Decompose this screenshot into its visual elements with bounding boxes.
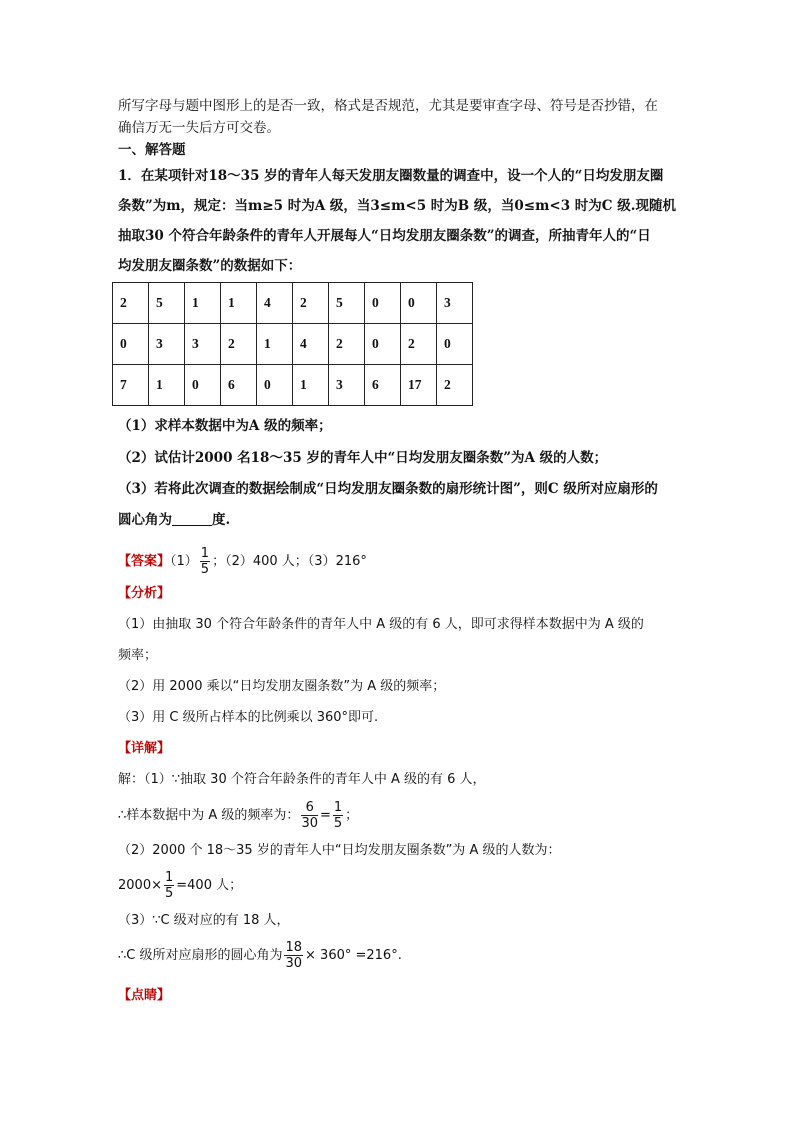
table-cell: 1 [257, 324, 293, 365]
answer-tag: 【答案】 [118, 554, 171, 569]
table-row [113, 283, 473, 324]
answer-blank [172, 511, 212, 526]
detail-line-4-suffix: =400 人； [176, 878, 243, 893]
table-cell: 17 [401, 365, 437, 406]
table-cell: 0 [401, 283, 437, 324]
comment-tag: 【点睛】 [118, 988, 171, 1003]
analysis-line-2: 频率； [118, 648, 158, 663]
table-cell: 3 [437, 283, 473, 324]
sub-question-3-prefix: 圆心角为 [118, 512, 172, 528]
section-title: 一、解答题 [118, 142, 186, 158]
sub-question-1: （1）求样本数据中为A 级的频率； [118, 418, 332, 434]
table-cell: 2 [293, 283, 329, 324]
table-cell: 0 [113, 324, 149, 365]
analysis-line-4: （3）用 C 级所占样本的比例乘以 360°即可. [118, 710, 379, 725]
table-cell: 2 [437, 365, 473, 406]
table-row [113, 365, 473, 406]
analysis-line-1: （1）由抽取 30 个符合年龄条件的青年人中 A 级的有 6 人，即可求得样本数据中为 A 级的 [118, 617, 644, 632]
table-cell: 6 [221, 365, 257, 406]
detail-fraction-6-30 [301, 800, 318, 831]
analysis-tag: 【分析】 [118, 586, 171, 601]
sub-question-2: （2）试估计2000 名18～35 岁的青年人中“日均发朋友圈条数”为A 级的人数； [118, 450, 608, 466]
table-cell: 5 [329, 283, 365, 324]
detail-fraction-denominator: 5 [164, 886, 174, 901]
table-cell: 2 [401, 324, 437, 365]
table-cell: 0 [437, 324, 473, 365]
detail-line-3: （2）2000 个 18～35 岁的青年人中“日均发朋友圈条数”为 A 级的人数为： [118, 843, 561, 858]
intro-line-1: 所写字母与题中图形上的是否一致，格式是否规范，尤其是要审查字母、符号是否抄错，在 [118, 98, 658, 114]
table-row [113, 324, 473, 365]
table-cell: 2 [329, 324, 365, 365]
table-cell: 1 [185, 283, 221, 324]
question-line-4: 均发朋友圈条数”的数据如下： [118, 258, 302, 274]
table-cell: 3 [329, 365, 365, 406]
answer-fraction [200, 546, 210, 577]
detail-fraction-numerator: 18 [285, 940, 303, 955]
detail-fraction-denominator: 5 [333, 816, 343, 831]
detail-line-5: （3）∵C 级对应的有 18 人， [118, 913, 290, 928]
table-cell: 3 [185, 324, 221, 365]
table-cell: 2 [221, 324, 257, 365]
detail-fraction-numerator: 6 [301, 800, 318, 816]
detail-line-2-prefix: ∴样本数据中为 A 级的频率为： [118, 808, 300, 823]
answer-line [118, 544, 367, 580]
sub-question-3-line-2 [118, 510, 230, 530]
detail-line-6 [118, 938, 402, 974]
sub-question-3-line-1: （3）若将此次调查的数据绘制成“日均发朋友圈条数的扇形统计图”，则C 级所对应扇形的 [118, 481, 658, 497]
detail-fraction-18-30 [284, 940, 303, 971]
detail-line-1: 解：（1）∵抽取 30 个符合年龄条件的青年人中 A 级的有 6 人， [118, 772, 486, 787]
question-line-3: 抽取30 个符合年龄条件的青年人开展每人“日均发朋友圈条数”的调查，所抽青年人的“日 [118, 228, 651, 244]
table-cell: 5 [149, 283, 185, 324]
table-cell: 0 [185, 365, 221, 406]
table-cell: 7 [113, 365, 149, 406]
table-cell: 1 [293, 365, 329, 406]
table-cell: 6 [365, 365, 401, 406]
table-cell: 0 [365, 324, 401, 365]
table-cell: 3 [149, 324, 185, 365]
answer-part-2: ；（2）400 人；（3）216° [212, 554, 367, 569]
table-cell: 1 [221, 283, 257, 324]
question-line-2: 条数”为m，规定：当m≥5 时为A 级，当3≤m<5 时为B 级，当0≤m<3 时为C 级.现随机 [118, 198, 676, 214]
detail-fraction-1-5-b [164, 870, 174, 901]
table-cell: 4 [293, 324, 329, 365]
question-line-1: 1．在某项针对18～35 岁的青年人每天发朋友圈数量的调查中，设一个人的“日均发朋友圈 [118, 168, 664, 184]
detail-fraction-1-5 [333, 800, 343, 831]
detail-line-4 [118, 868, 242, 904]
data-table [112, 282, 473, 406]
answer-fraction-numerator: 1 [200, 546, 210, 561]
table-cell: 4 [257, 283, 293, 324]
detail-fraction-denominator: 30 [285, 956, 303, 971]
detail-fraction-denominator: 30 [301, 816, 318, 831]
detail-line-4-prefix: 2000× [118, 878, 162, 893]
analysis-line-3: （2）用 2000 乘以“日均发朋友圈条数”为 A 级的频率； [118, 679, 446, 694]
detail-line-6-suffix: × 360° =216°. [305, 948, 402, 963]
detail-equals: = [319, 808, 331, 823]
detail-fraction-numerator: 1 [164, 870, 174, 885]
sub-question-3-suffix: 度. [212, 512, 231, 528]
detail-line-6-prefix: ∴C 级所对应扇形的圆心角为 [118, 948, 283, 963]
table-cell: 1 [149, 365, 185, 406]
intro-line-2: 确信万无一失后方可交卷。 [118, 120, 280, 136]
table-cell: 0 [257, 365, 293, 406]
detail-tag: 【详解】 [118, 741, 171, 756]
table-cell: 0 [365, 283, 401, 324]
answer-fraction-denominator: 5 [200, 562, 210, 577]
detail-fraction-numerator: 1 [333, 800, 343, 815]
table-cell: 2 [113, 283, 149, 324]
answer-part-1: （1） [170, 554, 198, 569]
detail-line-2 [118, 798, 358, 834]
detail-line-2-suffix: ； [345, 808, 359, 823]
